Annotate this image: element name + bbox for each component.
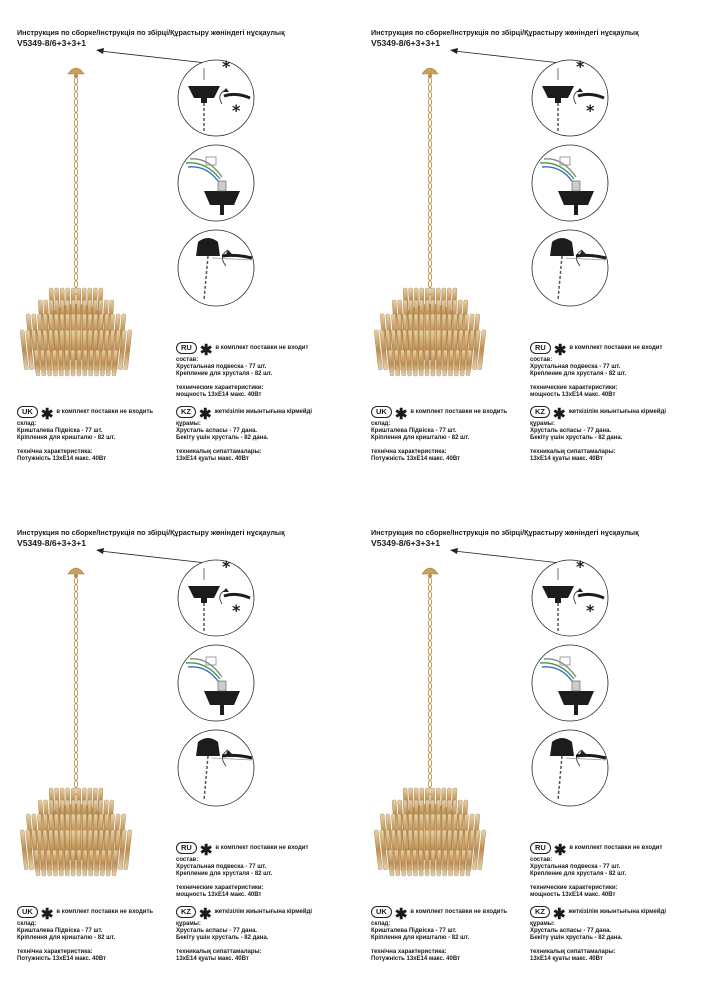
- spec-line: Крепление для хрусталя - 82 шт.: [530, 871, 627, 877]
- spec-line: Кришталева Підвіска - 77 шт.: [17, 928, 103, 934]
- instruction-sheet: [354, 0, 707, 500]
- spec-line: техникалық сипаттамалары:: [176, 949, 262, 955]
- spec-line: Потужність 13хE14 макс. 40Вт: [371, 956, 461, 962]
- fixing-step-icon: [176, 228, 256, 308]
- spec-line: мощность 13хE14 макс. 40Вт: [530, 892, 616, 898]
- spec-line: Кришталева Підвіска - 77 шт.: [371, 928, 457, 934]
- instruction-sheet: [0, 500, 353, 1000]
- asterisk-icon: ✱: [199, 406, 212, 423]
- language-badge-ru: RU: [530, 342, 551, 354]
- language-badge-kz: KZ: [176, 406, 196, 418]
- instruction-title: Инструкция по сборке/Інструкція по збірці/Құрастыру жөніндегі нұсқаулық: [17, 28, 285, 37]
- spec-line: состав:: [176, 857, 199, 863]
- spec-line: Крепление для хрусталя - 82 шт.: [176, 371, 273, 377]
- spec-block-uk: [371, 406, 507, 463]
- not-included-note: жеткізілім жиынтығына кірмейді: [568, 408, 667, 415]
- wiring-step-icon: [530, 143, 610, 223]
- asterisk-icon: ✱: [553, 842, 567, 859]
- spec-line: Бекіту үшін хрусталь - 82 дана.: [176, 435, 269, 441]
- asterisk-icon: ✱: [199, 842, 213, 859]
- spec-line: [176, 378, 308, 385]
- spec-line: Крепление для хрусталя - 82 шт.: [530, 371, 627, 377]
- not-included-note: в комплект поставки не входит: [215, 344, 309, 351]
- spec-line: технические характеристики:: [176, 885, 264, 891]
- spec-line: [530, 942, 666, 949]
- spec-line: Потужність 13хE14 макс. 40Вт: [17, 956, 107, 962]
- spec-line: технічна характеристика:: [371, 449, 447, 455]
- language-badge-uk: UK: [17, 906, 38, 918]
- spec-line: технічна характеристика:: [17, 949, 93, 955]
- asterisk-icon: ✱: [199, 906, 212, 923]
- svg-text:*: *: [576, 58, 585, 76]
- spec-block-kz: [176, 406, 312, 463]
- spec-block-ru: [530, 342, 662, 399]
- not-included-note: жеткізілім жиынтығына кірмейді: [214, 408, 313, 415]
- spec-line: Потужність 13хE14 макс. 40Вт: [17, 456, 107, 462]
- spec-line: [371, 442, 507, 449]
- spec-block-uk: [17, 406, 153, 463]
- svg-text:*: *: [232, 101, 241, 120]
- spec-line: мощность 13хE14 макс. 40Вт: [176, 892, 262, 898]
- not-included-note: в комплект поставки не входить: [410, 408, 508, 415]
- spec-line: состав:: [530, 357, 553, 363]
- spec-line: 13хE14 қуаты макс. 40Вт: [176, 456, 249, 462]
- spec-line: склад:: [17, 421, 37, 427]
- svg-text:*: *: [576, 558, 585, 576]
- spec-line: Бекіту үшін хрусталь - 82 дана.: [530, 435, 623, 441]
- spec-line: [371, 942, 507, 949]
- asterisk-icon: ✱: [553, 406, 566, 423]
- spec-line: технические характеристики:: [530, 385, 618, 391]
- spec-line: [176, 942, 312, 949]
- spec-line: Бекіту үшін хрусталь - 82 дана.: [176, 935, 269, 941]
- language-badge-ru: RU: [176, 342, 197, 354]
- instruction-title: Инструкция по сборке/Інструкція по збірці/Құрастыру жөніндегі нұсқаулық: [371, 28, 639, 37]
- spec-line: состав:: [176, 357, 199, 363]
- fixing-step-icon: [176, 728, 256, 808]
- spec-line: Хрусталь аспасы - 77 дана.: [530, 928, 612, 934]
- language-badge-kz: KZ: [530, 406, 550, 418]
- not-included-note: жеткізілім жиынтығына кірмейді: [214, 908, 313, 915]
- wiring-step-icon: [176, 643, 256, 723]
- spec-block-kz: [176, 906, 312, 963]
- spec-line: технічна характеристика:: [371, 949, 447, 955]
- asterisk-icon: ✱: [394, 406, 408, 423]
- spec-line: құрамы:: [176, 921, 201, 927]
- not-included-note: в комплект поставки не входит: [215, 844, 309, 851]
- svg-text:*: *: [232, 601, 241, 620]
- spec-line: [176, 878, 308, 885]
- instruction-title: Инструкция по сборке/Інструкція по збірці/Құрастыру жөніндегі нұсқаулық: [371, 528, 639, 537]
- spec-line: Хрустальная подвеска - 77 шт.: [176, 864, 267, 870]
- spec-line: [17, 442, 153, 449]
- chandelier-illustration: [374, 60, 489, 380]
- spec-block-ru: [176, 842, 308, 899]
- spec-block-kz: [530, 906, 666, 963]
- canopy-step-icon: [530, 558, 610, 638]
- spec-line: Бекіту үшін хрусталь - 82 дана.: [530, 935, 623, 941]
- asterisk-icon: ✱: [553, 342, 567, 359]
- language-badge-uk: UK: [17, 406, 38, 418]
- canopy-step-icon: [176, 558, 256, 638]
- spec-line: [530, 878, 662, 885]
- spec-block-uk: [371, 906, 507, 963]
- chandelier-illustration: [374, 560, 489, 880]
- svg-text:*: *: [222, 58, 231, 76]
- language-badge-ru: RU: [530, 842, 551, 854]
- instruction-title: Инструкция по сборке/Інструкція по збірці/Құрастыру жөніндегі нұсқаулық: [17, 528, 285, 537]
- chandelier-illustration: [20, 560, 135, 880]
- spec-block-ru: [176, 342, 308, 399]
- spec-line: Кріплення для кришталю - 82 шт.: [371, 435, 470, 441]
- spec-line: құрамы:: [176, 421, 201, 427]
- model-number: V5349-8/6+3+3+1: [371, 38, 441, 48]
- language-badge-kz: KZ: [530, 906, 550, 918]
- spec-line: [530, 442, 666, 449]
- spec-line: Кришталева Підвіска - 77 шт.: [371, 428, 457, 434]
- spec-line: Хрустальная подвеска - 77 шт.: [530, 364, 621, 370]
- spec-line: [176, 442, 312, 449]
- model-number: V5349-8/6+3+3+1: [17, 38, 87, 48]
- spec-block-kz: [530, 406, 666, 463]
- asterisk-icon: ✱: [394, 906, 408, 923]
- not-included-note: в комплект поставки не входит: [569, 344, 663, 351]
- spec-line: Кріплення для кришталю - 82 шт.: [371, 935, 470, 941]
- not-included-note: жеткізілім жиынтығына кірмейді: [568, 908, 667, 915]
- spec-line: склад:: [371, 421, 391, 427]
- svg-text:*: *: [222, 558, 231, 576]
- spec-line: склад:: [17, 921, 37, 927]
- spec-line: 13хE14 қуаты макс. 40Вт: [530, 956, 603, 962]
- spec-line: технічна характеристика:: [17, 449, 93, 455]
- instruction-sheet: [354, 500, 707, 1000]
- spec-line: Хрусталь аспасы - 77 дана.: [176, 928, 258, 934]
- language-badge-uk: UK: [371, 906, 392, 918]
- asterisk-icon: ✱: [40, 906, 54, 923]
- wiring-step-icon: [530, 643, 610, 723]
- wiring-step-icon: [176, 143, 256, 223]
- language-badge-ru: RU: [176, 842, 197, 854]
- not-included-note: в комплект поставки не входить: [56, 408, 154, 415]
- spec-line: мощность 13хE14 макс. 40Вт: [530, 392, 616, 398]
- chandelier-illustration: [20, 60, 135, 380]
- not-included-note: в комплект поставки не входить: [56, 908, 154, 915]
- spec-line: Хрусталь аспасы - 77 дана.: [176, 428, 258, 434]
- fixing-step-icon: [530, 728, 610, 808]
- spec-line: Кріплення для кришталю - 82 шт.: [17, 435, 116, 441]
- model-number: V5349-8/6+3+3+1: [371, 538, 441, 548]
- asterisk-icon: ✱: [553, 906, 566, 923]
- svg-text:*: *: [586, 101, 595, 120]
- spec-line: техникалық сипаттамалары:: [530, 449, 616, 455]
- spec-line: [530, 378, 662, 385]
- spec-line: Крепление для хрусталя - 82 шт.: [176, 871, 273, 877]
- spec-line: Хрустальная подвеска - 77 шт.: [176, 364, 267, 370]
- spec-line: Потужність 13хE14 макс. 40Вт: [371, 456, 461, 462]
- model-number: V5349-8/6+3+3+1: [17, 538, 87, 548]
- spec-line: технические характеристики:: [530, 885, 618, 891]
- spec-line: состав:: [530, 857, 553, 863]
- spec-line: техникалық сипаттамалары:: [530, 949, 616, 955]
- not-included-note: в комплект поставки не входить: [410, 908, 508, 915]
- canopy-step-icon: [530, 58, 610, 138]
- not-included-note: в комплект поставки не входит: [569, 844, 663, 851]
- spec-line: 13хE14 қуаты макс. 40Вт: [176, 956, 249, 962]
- spec-line: техникалық сипаттамалары:: [176, 449, 262, 455]
- fixing-step-icon: [530, 228, 610, 308]
- spec-line: [17, 942, 153, 949]
- asterisk-icon: ✱: [40, 406, 54, 423]
- spec-line: 13хE14 қуаты макс. 40Вт: [530, 456, 603, 462]
- spec-line: Хрустальная подвеска - 77 шт.: [530, 864, 621, 870]
- language-badge-uk: UK: [371, 406, 392, 418]
- asterisk-icon: ✱: [199, 342, 213, 359]
- spec-line: технические характеристики:: [176, 385, 264, 391]
- spec-line: құрамы:: [530, 421, 555, 427]
- svg-text:*: *: [586, 601, 595, 620]
- instruction-sheet: [0, 0, 353, 500]
- spec-line: склад:: [371, 921, 391, 927]
- spec-line: Кріплення для кришталю - 82 шт.: [17, 935, 116, 941]
- spec-block-ru: [530, 842, 662, 899]
- canopy-step-icon: [176, 58, 256, 138]
- language-badge-kz: KZ: [176, 906, 196, 918]
- spec-line: құрамы:: [530, 921, 555, 927]
- spec-line: Хрусталь аспасы - 77 дана.: [530, 428, 612, 434]
- spec-line: Кришталева Підвіска - 77 шт.: [17, 428, 103, 434]
- spec-block-uk: [17, 906, 153, 963]
- spec-line: мощность 13хE14 макс. 40Вт: [176, 392, 262, 398]
